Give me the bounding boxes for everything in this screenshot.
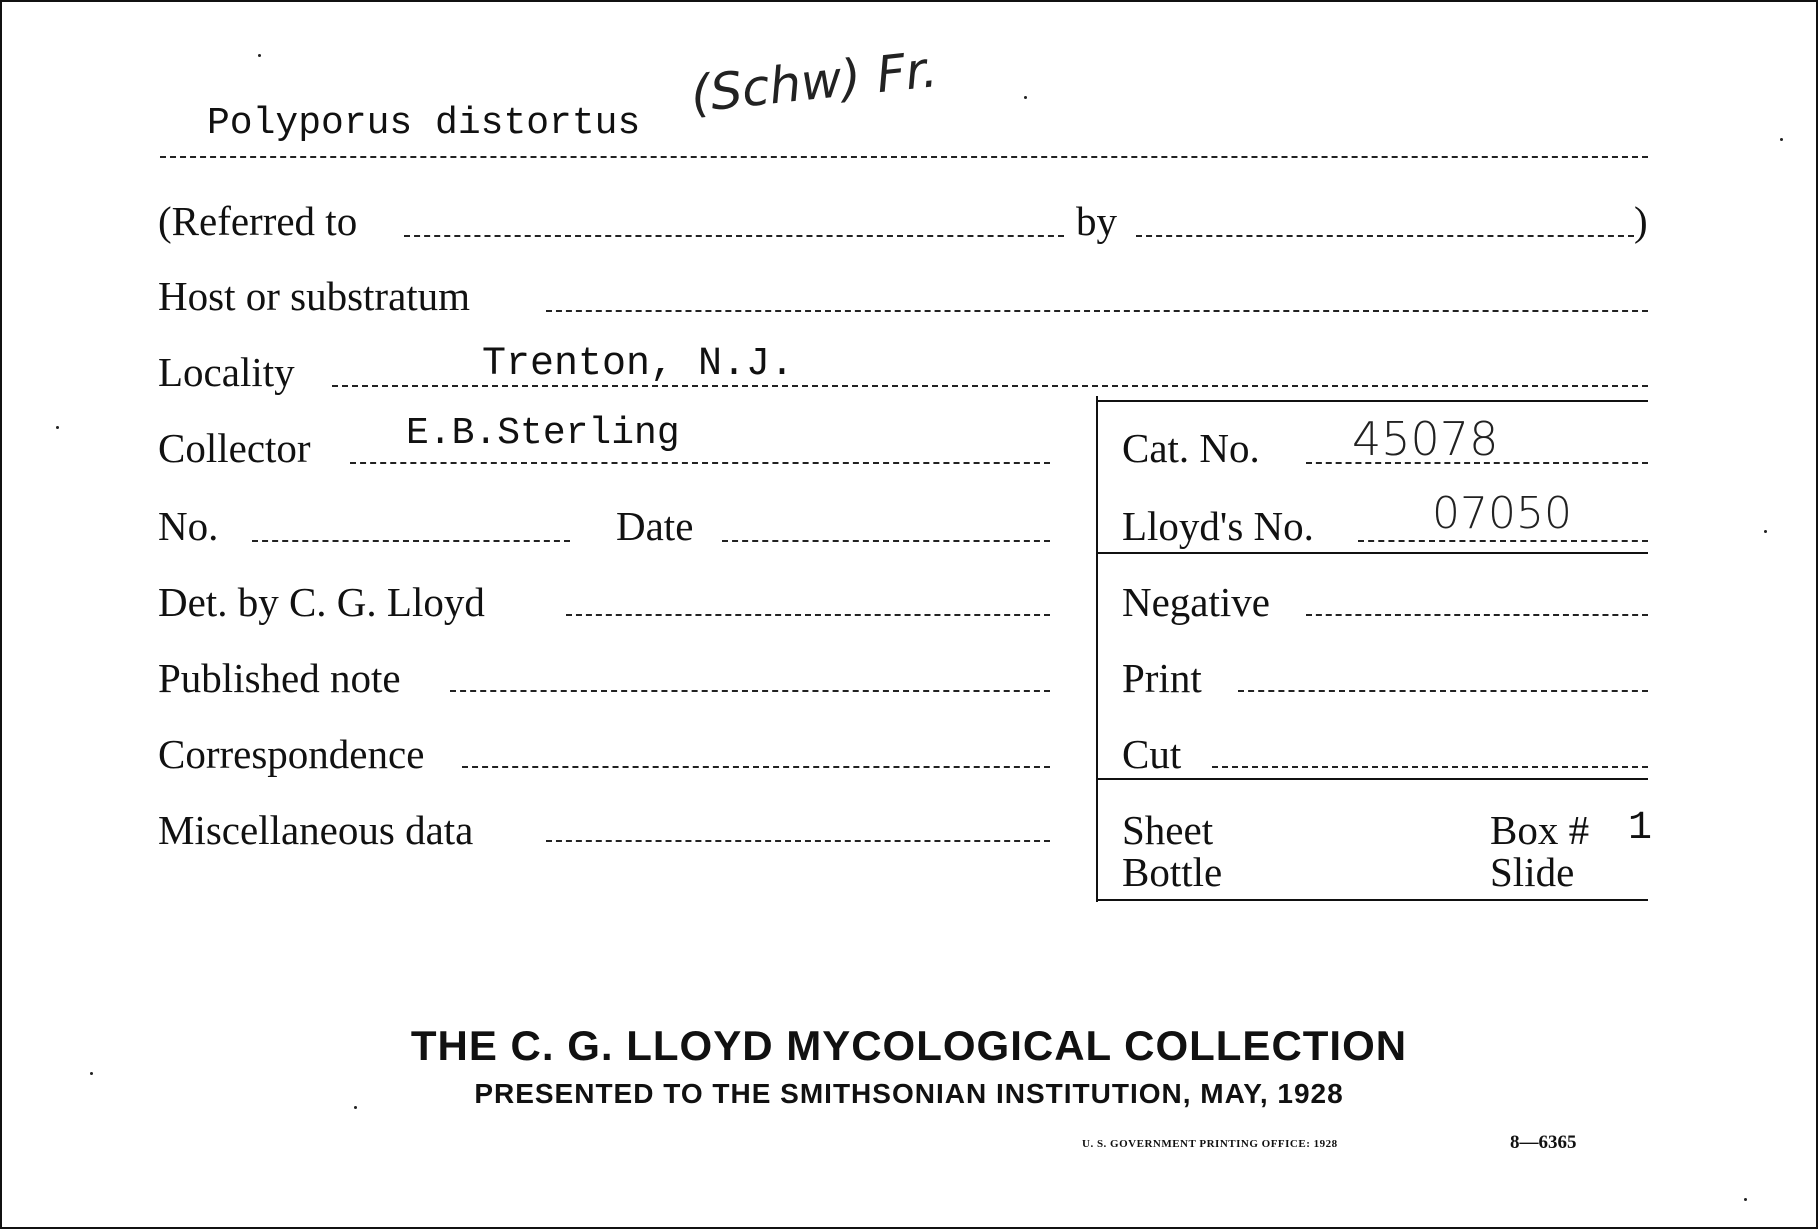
collector-value: E.B.Sterling <box>406 412 680 455</box>
scan-speck <box>354 1106 357 1109</box>
scan-speck <box>1024 96 1027 99</box>
cat-no-label: Cat. No. <box>1122 425 1260 471</box>
referred-to-label: (Referred to <box>158 198 358 244</box>
published-note-label: Published note <box>158 655 401 701</box>
scan-speck <box>90 1072 93 1075</box>
published-note-line <box>450 690 1050 692</box>
referred-to-line <box>404 235 1064 237</box>
print-label: Print <box>1122 655 1202 701</box>
scan-speck <box>1780 138 1783 141</box>
no-label: No. <box>158 503 219 549</box>
det-by-line <box>566 614 1050 616</box>
cut-line <box>1212 766 1648 768</box>
cut-label: Cut <box>1122 731 1182 777</box>
box-left-border <box>1096 396 1098 902</box>
lloyds-no-label: Lloyd's No. <box>1122 503 1314 549</box>
box-divider-2 <box>1098 778 1648 780</box>
authority-handwritten: (Schw) Fr. <box>688 40 941 124</box>
scan-speck <box>258 54 261 57</box>
host-label: Host or substratum <box>158 273 471 319</box>
cat-no-value: 45078 <box>1352 412 1499 466</box>
box-number-value: 1 <box>1628 806 1653 851</box>
scan-speck <box>1744 1198 1747 1201</box>
locality-value: Trenton, N.J. <box>482 342 795 387</box>
negative-line <box>1306 614 1648 616</box>
print-line <box>1238 690 1648 692</box>
box-divider-1 <box>1098 552 1648 554</box>
specimen-name: Polyporus distortus <box>207 102 641 145</box>
slide-label: Slide <box>1490 849 1575 895</box>
correspondence-line <box>462 766 1050 768</box>
miscellaneous-data-line <box>546 840 1050 842</box>
lloyds-no-value: 07050 <box>1432 488 1572 539</box>
no-line <box>252 540 570 542</box>
printer-imprint: U. S. GOVERNMENT PRINTING OFFICE: 1928 <box>1082 1138 1338 1150</box>
date-line <box>722 540 1050 542</box>
lloyds-no-line <box>1358 540 1648 542</box>
collector-label: Collector <box>158 425 311 471</box>
scan-speck <box>56 426 59 429</box>
miscellaneous-data-label: Miscellaneous data <box>158 807 474 853</box>
name-underline <box>160 156 1648 158</box>
collector-line <box>350 462 1050 464</box>
scan-speck <box>1764 530 1767 533</box>
form-number: 8—6365 <box>1510 1132 1577 1153</box>
correspondence-label: Correspondence <box>158 731 425 777</box>
collection-title: THE C. G. LLOYD MYCOLOGICAL COLLECTION <box>410 1022 1408 1069</box>
by-label: by <box>1076 198 1117 244</box>
host-line <box>546 310 1648 312</box>
closing-paren: ) <box>1634 198 1648 244</box>
box-number-label: Box # <box>1490 807 1590 853</box>
box-bottom-border <box>1098 899 1648 901</box>
bottle-label: Bottle <box>1122 849 1223 895</box>
sheet-label: Sheet <box>1122 807 1214 853</box>
by-line <box>1136 235 1634 237</box>
locality-label: Locality <box>158 349 295 395</box>
collection-subtitle: PRESENTED TO THE SMITHSONIAN INSTITUTION, MAY, 1928 <box>474 1078 1344 1109</box>
date-label: Date <box>616 503 694 549</box>
negative-label: Negative <box>1122 579 1270 625</box>
det-by-label: Det. by C. G. Lloyd <box>158 579 485 625</box>
box-top-border <box>1098 400 1648 402</box>
